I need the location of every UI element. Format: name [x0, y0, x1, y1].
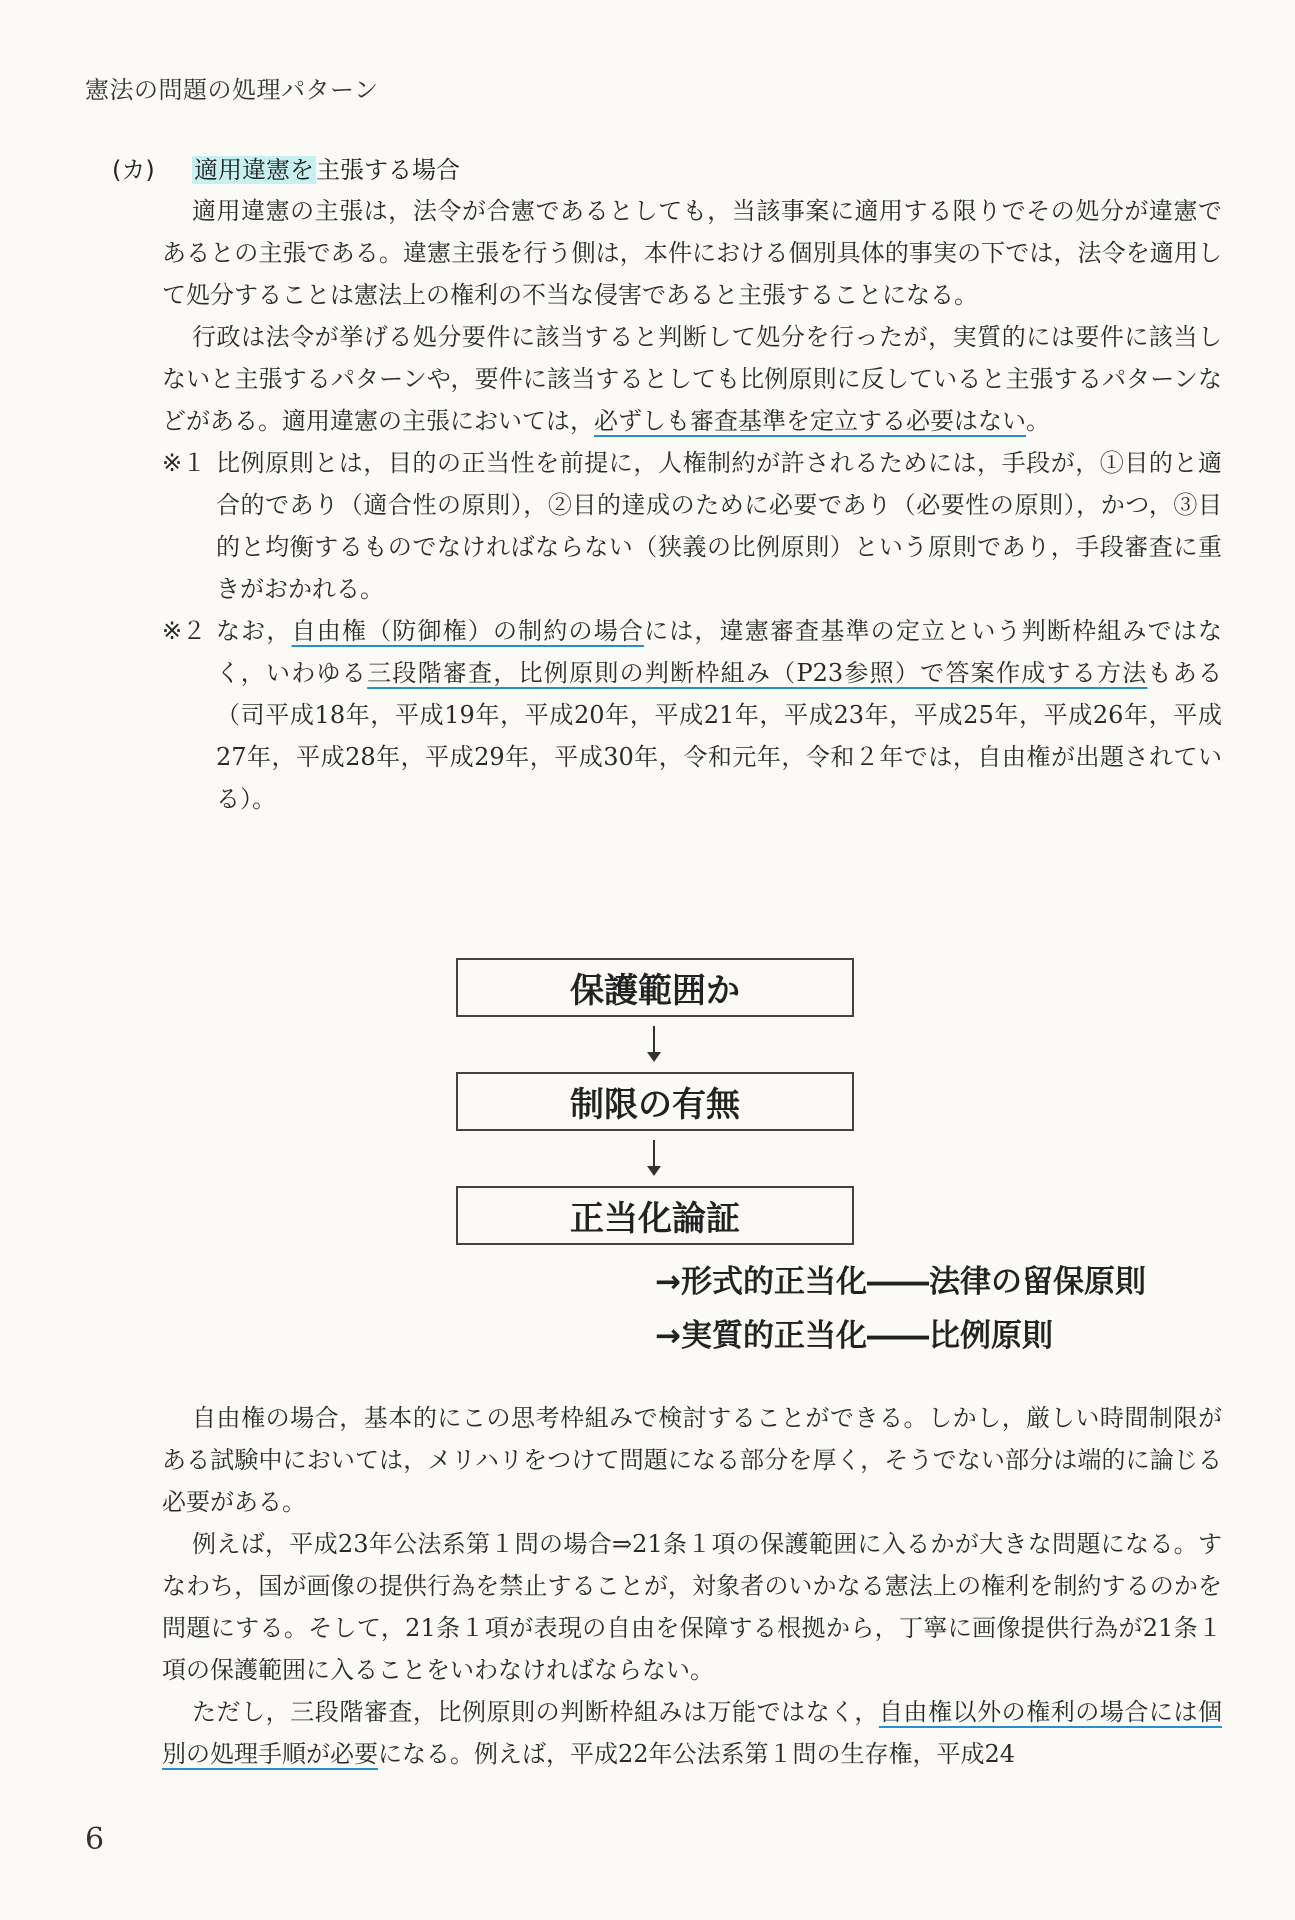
note-2-text-2: には，違憲審査基準の定立という判断枠組みではなく，いわゆる — [216, 617, 1223, 687]
body-block-1 — [162, 190, 1222, 820]
paragraph-5-text-1: ただし，三段階審査，比例原則の判断枠組みは万能ではなく， — [192, 1698, 879, 1726]
flow-arrow-down-icon — [653, 1140, 655, 1170]
note-2 — [162, 610, 1222, 820]
paragraph-5-underlined: 自由権以外の権利の場合には個別の処理手順が必要 — [162, 1698, 1222, 1768]
note-2-mark: ※２ — [162, 617, 207, 645]
note-1-text: 比例原則とは，目的の正当性を前提に，人権制約が許されるためには，手段が，①目的と適合的であり（適合性の原則），②目的達成のために必要であり（必要性の原則），かつ，③目的と均衡するものでなければならない（狭義の比例原則）という原則であり，手段審査に重きがおかれる。 — [216, 449, 1222, 603]
paragraph-1: 適用違憲の主張は，法令が合憲であるとしても，当該事案に適用する限りでその処分が違憲であるとの主張である。違憲主張を行う側は，本件における個別具体的事実の下では，法令を適用して処分することは憲法上の権利の不当な侵害であると主張することになる。 — [162, 197, 1222, 309]
flow-box-restriction: 制限の有無 — [456, 1072, 854, 1131]
note-1 — [162, 442, 1222, 610]
formal-justification-line: →形式的正当化――法律の留保原則 — [655, 1264, 1146, 1300]
paragraph-5-text-2: になる。例えば，平成22年公法系第１問の生存権，平成24 — [378, 1740, 1016, 1768]
substantive-justification-line: →実質的正当化――比例原則 — [655, 1318, 1053, 1354]
paragraph-3: 自由権の場合，基本的にこの思考枠組みで検討することができる。しかし，厳しい時間制限がある試験中においては，メリハリをつけて問題になる部分を厚く，そうでない部分は端的に論じる必要がある。 — [162, 1404, 1222, 1516]
page-number: 6 — [85, 1822, 105, 1857]
paragraph-4: 例えば，平成23年公法系第１問の場合⇒21条１項の保護範囲に入るかが大きな問題になる。すなわち，国が画像の提供行為を禁止することが，対象者のいかなる憲法上の権利を制約するのかを問題にする。そして，21条１項が表現の自由を保障する根拠から，丁寧に画像提供行為が21条１項の保護範囲に入ることをいわなければならない。 — [162, 1530, 1222, 1684]
body-block-2 — [162, 1397, 1222, 1775]
paragraph-2-underlined: 必ずしも審査基準を定立する必要はない — [594, 407, 1026, 435]
paragraph-2-end: 。 — [1026, 407, 1050, 435]
note-2-text-1: なお， — [216, 617, 292, 645]
flow-box-protection-scope: 保護範囲か — [456, 958, 854, 1017]
note-2-underlined-2: 三段階審査，比例原則の判断枠組み（P23参照）で答案作成する方法 — [367, 659, 1148, 687]
section-label: (カ) — [112, 156, 155, 184]
section-title-highlight: 適用違憲を — [194, 156, 315, 184]
paragraph-2 — [162, 316, 1222, 442]
running-header: 憲法の問題の処理パターン — [85, 76, 379, 104]
note-2-text-3: もある（司平成18年，平成19年，平成20年，平成21年，平成23年，平成25年，平成26年，平成27年，平成28年，平成29年，平成30年，令和元年，令和２年では，自由権が出題されている）。 — [216, 659, 1223, 813]
section-heading — [112, 150, 460, 185]
note-1-mark: ※１ — [162, 449, 207, 477]
section-title-rest: 主張する場合 — [316, 156, 461, 184]
paragraph-5 — [162, 1691, 1222, 1775]
paragraph-2-text: 行政は法令が挙げる処分要件に該当すると判断して処分を行ったが，実質的には要件に該当しないと主張するパターンや，要件に該当するとしても比例原則に反していると主張するパターンなどがある。適用違憲の主張においては， — [162, 323, 1222, 435]
note-2-underlined-1: 自由権（防御権）の制約の場合 — [291, 617, 645, 645]
flow-box-justification: 正当化論証 — [456, 1186, 854, 1245]
flow-arrow-down-icon — [653, 1026, 655, 1056]
flow-diagram — [456, 958, 856, 1248]
